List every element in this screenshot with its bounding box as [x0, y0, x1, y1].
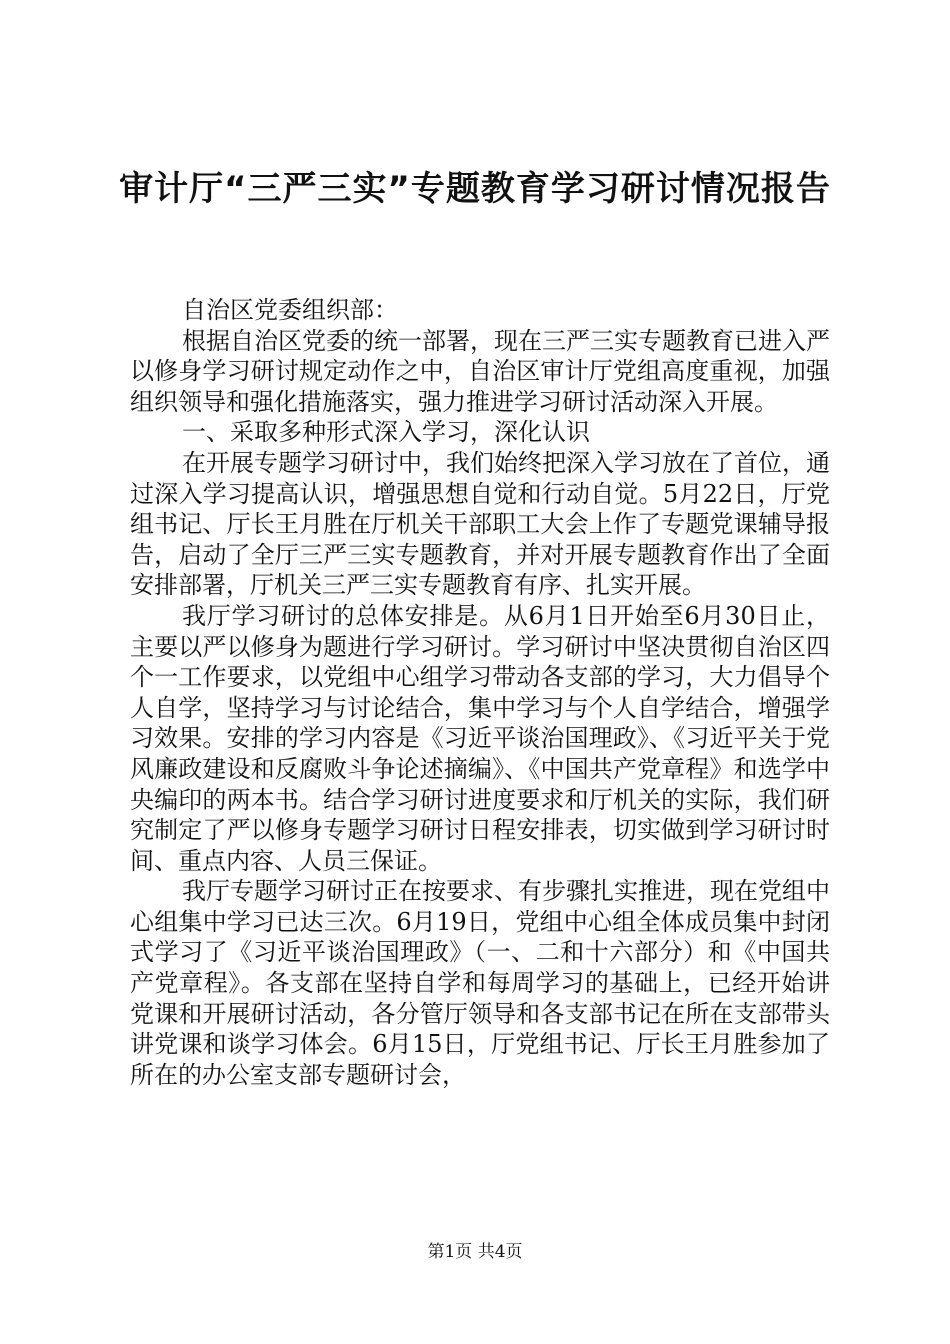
- paragraph-study-start: 在开展专题学习研讨中，我们始终把深入学习放在了首位，通过深入学习提高认识，增强思想自觉和行动自觉。5月22日，厅党组书记、厅长王月胜在厅机关干部职工大会上作了专题党课辅导报告，启动了全厅三严三实专题教育，并对开展专题教育作出了全面安排部署，厅机关三严三实专题教育有序、扎实开展。: [130, 448, 830, 600]
- salutation: 自治区党委组织部：: [182, 296, 398, 324]
- paragraph-study-plan: 我厅学习研讨的总体安排是。从6月1日开始至6月30日止，主要以严以修身为题进行学习研讨。学习研讨中坚决贯彻自治区四个一工作要求，以党组中心组学习带动各支部的学习，大力倡导个人自学，坚持学习与讨论结合，集中学习与个人自学结合，增强学习效果。安排的学习内容是《习近平谈治国理政》、《习近平关于党风廉政建设和反腐败斗争论述摘编》、《中国共产党章程》和选学中央编印的两本书。结合学习研讨进度要求和厅机关的实际，我们研究制定了严以修身专题学习研讨日程安排表，切实做到学习研讨时间、重点内容、人员三保证。: [130, 601, 830, 875]
- document-body: [130, 295, 830, 1090]
- paragraph-intro: 根据自治区党委的统一部署，现在三严三实专题教育已进入严以修身学习研讨规定动作之中，自治区审计厅党组高度重视，加强组织领导和强化措施落实，强力推进学习研讨活动深入开展。: [130, 326, 830, 416]
- page-footer: 第1页 共4页: [427, 1242, 523, 1262]
- section-heading-1: 一、采取多种形式深入学习，深化认识: [182, 418, 590, 447]
- document-title: 审计厅“三严三实”专题教育学习研讨情况报告: [119, 169, 831, 209]
- paragraph-study-progress: 我厅专题学习研讨正在按要求、有步骤扎实推进，现在党组中心组集中学习已达三次。6月19日，党组中心组全体成员集中封闭式学习了《习近平谈治国理政》（一、二和十六部分）和《中国共产党章程》。各支部在坚持自学和每周学习的基础上，已经开始讲党课和开展研讨活动，各分管厅领导和各支部书记在所在支部带头讲党课和谈学习体会。6月15日，厅党组书记、厅长王月胜参加了所在的办公室支部专题研讨会，: [130, 877, 830, 1089]
